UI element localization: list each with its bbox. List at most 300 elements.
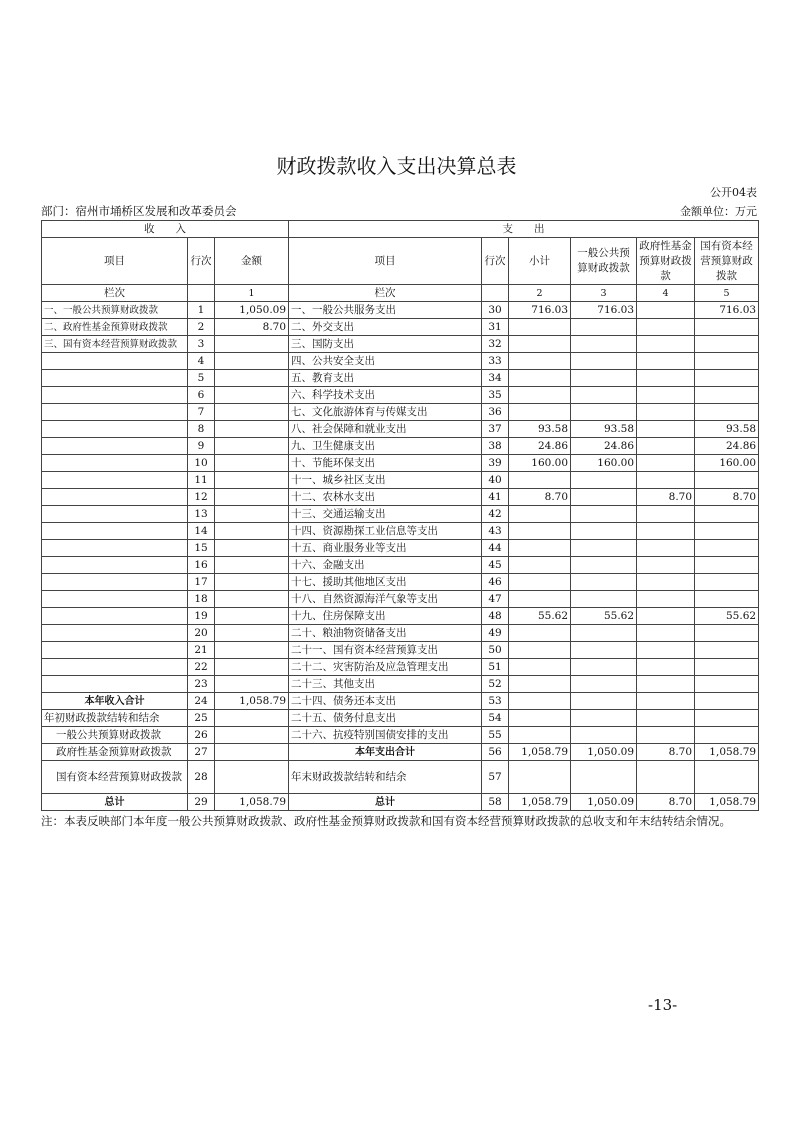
income-item-cell: 总计 (42, 794, 188, 811)
income-line-cell: 10 (188, 455, 215, 472)
column-number-row (42, 285, 759, 302)
empty-cell (482, 285, 509, 302)
subtotal-cell (509, 625, 571, 642)
table-row (42, 625, 759, 642)
appropriation-table (41, 220, 759, 811)
general-budget-cell (571, 472, 637, 489)
table-row (42, 574, 759, 591)
income-line-cell: 29 (188, 794, 215, 811)
fund-budget-cell: 8.70 (637, 794, 695, 811)
fund-budget-cell (637, 455, 695, 472)
state-capital-cell (695, 523, 759, 540)
income-item-cell (42, 523, 188, 540)
subtotal-cell (509, 710, 571, 727)
expense-line-cell: 30 (482, 302, 509, 319)
state-capital-cell (695, 659, 759, 676)
income-item-cell: 一般公共预算财政拨款 (42, 727, 188, 744)
expense-item-cell: 年末财政拨款结转和结余 (289, 761, 482, 794)
fund-budget-cell (637, 472, 695, 489)
table-row (42, 506, 759, 523)
general-budget-cell (571, 591, 637, 608)
department-label: 部门：宿州市埇桥区发展和改革委员会 (41, 204, 237, 218)
income-item-cell: 二、政府性基金预算财政拨款 (42, 319, 188, 336)
fund-budget-cell (637, 319, 695, 336)
subtotal-cell (509, 676, 571, 693)
subtotal-cell (509, 353, 571, 370)
general-budget-cell (571, 353, 637, 370)
income-amount-cell (215, 574, 289, 591)
income-amount-cell (215, 710, 289, 727)
table-row (42, 353, 759, 370)
state-capital-cell: 93.58 (695, 421, 759, 438)
general-budget-cell: 24.86 (571, 438, 637, 455)
general-budget-cell (571, 523, 637, 540)
subtotal-header: 小计 (509, 238, 571, 285)
table-row (42, 794, 759, 811)
income-amount-cell (215, 676, 289, 693)
state-capital-cell (695, 353, 759, 370)
income-line-cell: 13 (188, 506, 215, 523)
expense-line-cell: 43 (482, 523, 509, 540)
general-budget-cell (571, 625, 637, 642)
fund-budget-cell (637, 438, 695, 455)
expense-item-cell: 四、公共安全支出 (289, 353, 482, 370)
income-line-cell: 4 (188, 353, 215, 370)
expense-line-cell: 31 (482, 319, 509, 336)
expense-line-cell: 52 (482, 676, 509, 693)
table-row (42, 727, 759, 744)
subtotal-cell (509, 319, 571, 336)
fund-budget-header: 政府性基金预算财政拨款 (637, 238, 695, 285)
page-title: 财政拨款收入支出决算总表 (276, 154, 517, 178)
expense-line-cell: 55 (482, 727, 509, 744)
expense-item-cell: 总计 (289, 794, 482, 811)
income-section-header: 收 入 (42, 221, 289, 238)
expense-item-cell: 二十三、其他支出 (289, 676, 482, 693)
income-line-cell: 19 (188, 608, 215, 625)
state-capital-cell (695, 642, 759, 659)
expense-item-cell: 十、节能环保支出 (289, 455, 482, 472)
fund-budget-cell (637, 659, 695, 676)
expense-line-cell: 57 (482, 761, 509, 794)
expense-item-cell: 二十一、国有资本经营预算支出 (289, 642, 482, 659)
state-capital-cell: 716.03 (695, 302, 759, 319)
expense-line-cell: 47 (482, 591, 509, 608)
general-budget-cell (571, 540, 637, 557)
column-number: 4 (637, 285, 695, 302)
income-line-cell: 3 (188, 336, 215, 353)
income-amount-cell: 1,058.79 (215, 693, 289, 710)
income-amount-cell (215, 455, 289, 472)
income-item-cell (42, 489, 188, 506)
table-row (42, 608, 759, 625)
state-capital-cell (695, 676, 759, 693)
empty-cell (188, 285, 215, 302)
table-row (42, 438, 759, 455)
expense-line-cell: 48 (482, 608, 509, 625)
state-capital-cell (695, 404, 759, 421)
state-capital-cell (695, 557, 759, 574)
income-amount-cell (215, 421, 289, 438)
column-number: 3 (571, 285, 637, 302)
income-amount-cell (215, 727, 289, 744)
income-amount-cell (215, 659, 289, 676)
income-line-cell: 24 (188, 693, 215, 710)
header-row-columns (42, 238, 759, 285)
expense-line-cell: 56 (482, 744, 509, 761)
fund-budget-cell (637, 387, 695, 404)
income-item-cell (42, 455, 188, 472)
income-line-cell: 20 (188, 625, 215, 642)
income-amount-cell (215, 591, 289, 608)
state-capital-cell: 160.00 (695, 455, 759, 472)
fund-budget-cell (637, 540, 695, 557)
income-amount-cell (215, 353, 289, 370)
income-item-header: 项目 (42, 238, 188, 285)
state-capital-cell: 1,058.79 (695, 794, 759, 811)
subtotal-cell (509, 336, 571, 353)
fund-budget-cell (637, 421, 695, 438)
income-item-cell (42, 370, 188, 387)
table-row (42, 370, 759, 387)
table-row (42, 421, 759, 438)
form-number: 公开04表 (710, 186, 757, 199)
state-capital-cell: 8.70 (695, 489, 759, 506)
state-capital-cell (695, 387, 759, 404)
expense-line-cell: 49 (482, 625, 509, 642)
expense-item-cell: 二十、粮油物资储备支出 (289, 625, 482, 642)
general-budget-cell (571, 489, 637, 506)
table-row (42, 455, 759, 472)
fund-budget-cell (637, 676, 695, 693)
general-budget-cell (571, 676, 637, 693)
table-row (42, 540, 759, 557)
general-budget-cell: 55.62 (571, 608, 637, 625)
income-item-cell (42, 676, 188, 693)
table-row (42, 336, 759, 353)
income-amount-cell: 1,058.79 (215, 794, 289, 811)
table-row (42, 693, 759, 710)
fund-budget-cell (637, 523, 695, 540)
income-amount-cell (215, 472, 289, 489)
expense-item-cell: 十三、交通运输支出 (289, 506, 482, 523)
income-line-cell: 27 (188, 744, 215, 761)
expense-item-cell: 十四、资源勘探工业信息等支出 (289, 523, 482, 540)
state-capital-cell (695, 591, 759, 608)
income-item-cell (42, 574, 188, 591)
expense-item-cell: 三、国防支出 (289, 336, 482, 353)
income-line-cell: 15 (188, 540, 215, 557)
income-item-cell (42, 625, 188, 642)
general-budget-cell: 160.00 (571, 455, 637, 472)
expense-item-cell: 一、一般公共服务支出 (289, 302, 482, 319)
state-capital-cell (695, 506, 759, 523)
fund-budget-cell (637, 710, 695, 727)
income-item-cell (42, 472, 188, 489)
table-note: 注：本表反映部门本年度一般公共预算财政拨款、政府性基金预算财政拨款和国有资本经营预算财政拨款的总收支和年末结转结余情况。 (41, 814, 731, 828)
income-item-cell (42, 659, 188, 676)
expense-item-cell: 二十四、债务还本支出 (289, 693, 482, 710)
income-item-cell (42, 404, 188, 421)
table-row (42, 710, 759, 727)
expense-item-cell: 二十二、灾害防治及应急管理支出 (289, 659, 482, 676)
fund-budget-cell (637, 608, 695, 625)
subtotal-cell: 24.86 (509, 438, 571, 455)
expense-item-cell: 八、社会保障和就业支出 (289, 421, 482, 438)
income-item-cell (42, 387, 188, 404)
expense-line-cell: 32 (482, 336, 509, 353)
subtotal-cell (509, 523, 571, 540)
fund-budget-cell (637, 727, 695, 744)
expense-line-cell: 36 (482, 404, 509, 421)
fund-budget-cell (637, 404, 695, 421)
income-item-cell (42, 506, 188, 523)
fund-budget-cell (637, 761, 695, 794)
subtotal-cell (509, 472, 571, 489)
income-line-cell: 11 (188, 472, 215, 489)
expense-item-cell: 十二、农林水支出 (289, 489, 482, 506)
income-item-cell (42, 540, 188, 557)
expense-line-cell: 33 (482, 353, 509, 370)
expense-line-cell: 35 (482, 387, 509, 404)
expense-item-cell: 六、科学技术支出 (289, 387, 482, 404)
income-amount-cell (215, 506, 289, 523)
subtotal-cell (509, 404, 571, 421)
income-line-cell: 2 (188, 319, 215, 336)
state-capital-cell (695, 693, 759, 710)
expense-line-header: 行次 (482, 238, 509, 285)
income-amount-cell (215, 404, 289, 421)
column-label: 栏次 (289, 285, 482, 302)
income-line-cell: 17 (188, 574, 215, 591)
income-amount-cell (215, 761, 289, 794)
income-amount-header: 金额 (215, 238, 289, 285)
state-capital-cell (695, 319, 759, 336)
subtotal-cell (509, 574, 571, 591)
fund-budget-cell: 8.70 (637, 744, 695, 761)
table-row (42, 489, 759, 506)
income-item-cell (42, 557, 188, 574)
subtotal-cell (509, 693, 571, 710)
state-capital-cell (695, 625, 759, 642)
expense-section-header: 支 出 (289, 221, 759, 238)
income-line-cell: 18 (188, 591, 215, 608)
expense-item-cell: 二十五、债务付息支出 (289, 710, 482, 727)
income-item-cell (42, 608, 188, 625)
income-item-cell: 三、国有资本经营预算财政拨款 (42, 336, 188, 353)
subtotal-cell (509, 540, 571, 557)
expense-item-cell: 十六、金融支出 (289, 557, 482, 574)
income-amount-cell: 1,050.09 (215, 302, 289, 319)
subtotal-cell (509, 370, 571, 387)
expense-item-cell: 十五、商业服务业等支出 (289, 540, 482, 557)
subtotal-cell: 716.03 (509, 302, 571, 319)
general-budget-cell (571, 727, 637, 744)
general-budget-cell (571, 557, 637, 574)
expense-line-cell: 39 (482, 455, 509, 472)
table-row (42, 659, 759, 676)
income-line-cell: 12 (188, 489, 215, 506)
column-number: 5 (695, 285, 759, 302)
state-capital-cell (695, 336, 759, 353)
fund-budget-cell (637, 642, 695, 659)
expense-line-cell: 54 (482, 710, 509, 727)
general-budget-cell (571, 506, 637, 523)
table-row (42, 591, 759, 608)
general-budget-cell (571, 336, 637, 353)
fund-budget-cell (637, 574, 695, 591)
general-budget-cell (571, 761, 637, 794)
general-budget-cell: 716.03 (571, 302, 637, 319)
income-item-cell (42, 591, 188, 608)
income-line-cell: 9 (188, 438, 215, 455)
expense-line-cell: 50 (482, 642, 509, 659)
table-row (42, 472, 759, 489)
income-amount-cell (215, 336, 289, 353)
subtotal-cell: 1,058.79 (509, 794, 571, 811)
subtotal-cell (509, 591, 571, 608)
unit-label: 金额单位：万元 (680, 205, 757, 218)
income-item-cell: 政府性基金预算财政拨款 (42, 744, 188, 761)
state-capital-cell (695, 574, 759, 591)
expense-item-header: 项目 (289, 238, 482, 285)
fund-budget-cell (637, 370, 695, 387)
expense-item-cell: 二十六、抗疫特别国债安排的支出 (289, 727, 482, 744)
income-amount-cell (215, 370, 289, 387)
income-line-cell: 1 (188, 302, 215, 319)
fund-budget-cell (637, 506, 695, 523)
table-row (42, 319, 759, 336)
income-line-cell: 7 (188, 404, 215, 421)
table-row (42, 744, 759, 761)
fund-budget-cell (637, 693, 695, 710)
subtotal-cell (509, 387, 571, 404)
income-item-cell (42, 642, 188, 659)
subtotal-cell (509, 506, 571, 523)
general-budget-cell (571, 370, 637, 387)
income-line-cell: 5 (188, 370, 215, 387)
table-row (42, 557, 759, 574)
table-row (42, 387, 759, 404)
expense-item-cell: 九、卫生健康支出 (289, 438, 482, 455)
general-budget-cell (571, 404, 637, 421)
table-row (42, 642, 759, 659)
expense-line-cell: 41 (482, 489, 509, 506)
income-amount-cell (215, 489, 289, 506)
expense-item-cell: 十八、自然资源海洋气象等支出 (289, 591, 482, 608)
expense-item-cell: 十九、住房保障支出 (289, 608, 482, 625)
subtotal-cell (509, 761, 571, 794)
general-budget-cell: 93.58 (571, 421, 637, 438)
income-line-cell: 26 (188, 727, 215, 744)
general-budget-cell (571, 710, 637, 727)
state-capital-cell (695, 370, 759, 387)
general-budget-cell (571, 642, 637, 659)
income-line-cell: 28 (188, 761, 215, 794)
general-budget-cell: 1,050.09 (571, 794, 637, 811)
subtotal-cell: 8.70 (509, 489, 571, 506)
table-row (42, 761, 759, 794)
income-item-cell (42, 353, 188, 370)
general-budget-cell (571, 387, 637, 404)
income-amount-cell (215, 387, 289, 404)
fund-budget-cell (637, 557, 695, 574)
subtotal-cell (509, 659, 571, 676)
income-amount-cell (215, 540, 289, 557)
expense-line-cell: 34 (482, 370, 509, 387)
income-amount-cell (215, 608, 289, 625)
general-budget-header: 一般公共预算财政拨款 (571, 238, 637, 285)
expense-line-cell: 46 (482, 574, 509, 591)
expense-line-cell: 44 (482, 540, 509, 557)
subtotal-cell (509, 727, 571, 744)
state-capital-cell (695, 761, 759, 794)
general-budget-cell: 1,050.09 (571, 744, 637, 761)
income-line-cell: 22 (188, 659, 215, 676)
expense-item-cell: 七、文化旅游体育与传媒支出 (289, 404, 482, 421)
expense-line-cell: 40 (482, 472, 509, 489)
state-capital-cell (695, 727, 759, 744)
income-amount-cell: 8.70 (215, 319, 289, 336)
state-capital-cell (695, 540, 759, 557)
expense-line-cell: 38 (482, 438, 509, 455)
fund-budget-cell (637, 336, 695, 353)
state-capital-cell: 1,058.79 (695, 744, 759, 761)
expense-item-cell: 五、教育支出 (289, 370, 482, 387)
expense-item-cell: 二、外交支出 (289, 319, 482, 336)
general-budget-cell (571, 574, 637, 591)
expense-line-cell: 37 (482, 421, 509, 438)
expense-line-cell: 42 (482, 506, 509, 523)
expense-line-cell: 45 (482, 557, 509, 574)
column-number: 2 (509, 285, 571, 302)
state-capital-cell (695, 472, 759, 489)
subtotal-cell: 93.58 (509, 421, 571, 438)
income-amount-cell (215, 744, 289, 761)
state-capital-cell: 55.62 (695, 608, 759, 625)
income-amount-cell (215, 557, 289, 574)
income-line-cell: 14 (188, 523, 215, 540)
income-item-cell: 本年收入合计 (42, 693, 188, 710)
header-row-sections (42, 221, 759, 238)
table-row (42, 523, 759, 540)
general-budget-cell (571, 693, 637, 710)
subtotal-cell (509, 642, 571, 659)
expense-line-cell: 58 (482, 794, 509, 811)
page-number: -13- (648, 996, 678, 1014)
expense-item-cell: 本年支出合计 (289, 744, 482, 761)
fund-budget-cell (637, 302, 695, 319)
income-line-cell: 8 (188, 421, 215, 438)
subtotal-cell: 160.00 (509, 455, 571, 472)
column-label: 栏次 (42, 285, 188, 302)
state-capital-cell (695, 710, 759, 727)
expense-line-cell: 51 (482, 659, 509, 676)
income-line-cell: 6 (188, 387, 215, 404)
income-item-cell (42, 421, 188, 438)
subtotal-cell: 55.62 (509, 608, 571, 625)
fund-budget-cell (637, 625, 695, 642)
expense-item-cell: 十七、援助其他地区支出 (289, 574, 482, 591)
state-capital-cell: 24.86 (695, 438, 759, 455)
table-row (42, 404, 759, 421)
state-capital-header: 国有资本经营预算财政拨款 (695, 238, 759, 285)
expense-line-cell: 53 (482, 693, 509, 710)
income-line-cell: 23 (188, 676, 215, 693)
column-number: 1 (215, 285, 289, 302)
income-line-cell: 16 (188, 557, 215, 574)
income-amount-cell (215, 625, 289, 642)
